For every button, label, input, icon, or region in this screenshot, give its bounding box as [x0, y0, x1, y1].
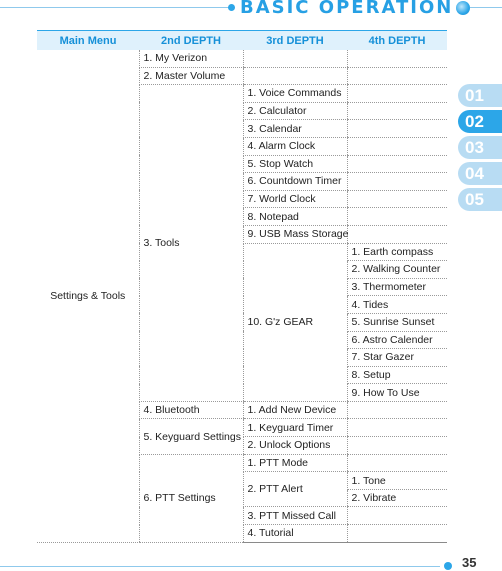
menu-item-my-verizon: 1. My Verizon — [139, 50, 243, 67]
gz-gear-item: 5. Sunrise Sunset — [347, 313, 447, 331]
header-rule-right — [470, 7, 502, 8]
gz-gear-item: 4. Tides — [347, 296, 447, 314]
submenu-item: 9. USB Mass Storage — [243, 225, 347, 243]
footer-dot-icon — [444, 562, 452, 570]
submenu-item: 1. Voice Commands — [243, 85, 347, 103]
gz-gear-item: 9. How To Use — [347, 384, 447, 402]
gz-gear-item: 1. Earth compass — [347, 243, 447, 261]
empty-cell — [347, 507, 447, 525]
empty-cell — [243, 67, 347, 85]
submenu-item-ptt-alert: 2. PTT Alert — [243, 472, 347, 507]
column-header-3rd-depth: 3rd DEPTH — [243, 31, 347, 51]
ptt-alert-item: 2. Vibrate — [347, 489, 447, 507]
empty-cell — [347, 525, 447, 543]
footer-rule — [0, 566, 440, 567]
gz-gear-item: 6. Astro Calender — [347, 331, 447, 349]
menu-item-ptt-settings: 6. PTT Settings — [139, 454, 243, 542]
header-bubble-icon — [456, 1, 470, 15]
menu-tree-table — [37, 30, 447, 543]
page-number: 35 — [462, 555, 477, 570]
gz-gear-item: 3. Thermometer — [347, 278, 447, 296]
empty-cell — [347, 137, 447, 155]
table-row — [37, 50, 447, 67]
column-header-4th-depth: 4th DEPTH — [347, 31, 447, 51]
empty-cell — [347, 67, 447, 85]
ptt-alert-item: 1. Tone — [347, 472, 447, 490]
submenu-item: 2. Unlock Options — [243, 437, 347, 455]
section-title: BASIC OPERATION — [240, 0, 454, 18]
empty-cell — [347, 225, 447, 243]
submenu-item-gz-gear: 10. G'z GEAR — [243, 243, 347, 401]
empty-cell — [347, 401, 447, 419]
table-header-row — [37, 31, 447, 51]
submenu-item: 2. Calculator — [243, 102, 347, 120]
header-dot-icon — [228, 4, 235, 11]
gz-gear-item: 8. Setup — [347, 366, 447, 384]
menu-item-keyguard-settings: 5. Keyguard Settings — [139, 419, 243, 454]
submenu-item: 8. Notepad — [243, 208, 347, 226]
submenu-item: 1. Keyguard Timer — [243, 419, 347, 437]
empty-cell — [347, 85, 447, 103]
menu-item-master-volume: 2. Master Volume — [139, 67, 243, 85]
empty-cell — [347, 102, 447, 120]
gz-gear-item: 7. Star Gazer — [347, 349, 447, 367]
empty-cell — [347, 437, 447, 455]
submenu-item: 1. PTT Mode — [243, 454, 347, 472]
header-rule-left — [0, 7, 230, 8]
submenu-item: 3. PTT Missed Call — [243, 507, 347, 525]
submenu-item: 5. Stop Watch — [243, 155, 347, 173]
chapter-tab-03[interactable]: 03 — [458, 136, 502, 159]
empty-cell — [347, 454, 447, 472]
submenu-item: 4. Alarm Clock — [243, 137, 347, 155]
empty-cell — [347, 173, 447, 191]
gz-gear-item: 2. Walking Counter — [347, 261, 447, 279]
empty-cell — [347, 120, 447, 138]
main-menu-cell: Settings & Tools — [37, 50, 139, 542]
submenu-item: 6. Countdown Timer — [243, 173, 347, 191]
column-header-main-menu: Main Menu — [37, 31, 139, 51]
submenu-item: 7. World Clock — [243, 190, 347, 208]
empty-cell — [347, 155, 447, 173]
submenu-item: 1. Add New Device — [243, 401, 347, 419]
empty-cell — [347, 50, 447, 67]
submenu-item: 3. Calendar — [243, 120, 347, 138]
chapter-tab-05[interactable]: 05 — [458, 188, 502, 211]
empty-cell — [243, 50, 347, 67]
menu-item-bluetooth: 4. Bluetooth — [139, 401, 243, 419]
chapter-tab-04[interactable]: 04 — [458, 162, 502, 185]
chapter-tab-02[interactable]: 02 — [458, 110, 502, 133]
chapter-tab-01[interactable]: 01 — [458, 84, 502, 107]
empty-cell — [347, 208, 447, 226]
column-header-2nd-depth: 2nd DEPTH — [139, 31, 243, 51]
empty-cell — [347, 419, 447, 437]
empty-cell — [347, 190, 447, 208]
menu-item-tools: 3. Tools — [139, 85, 243, 402]
submenu-item: 4. Tutorial — [243, 525, 347, 543]
